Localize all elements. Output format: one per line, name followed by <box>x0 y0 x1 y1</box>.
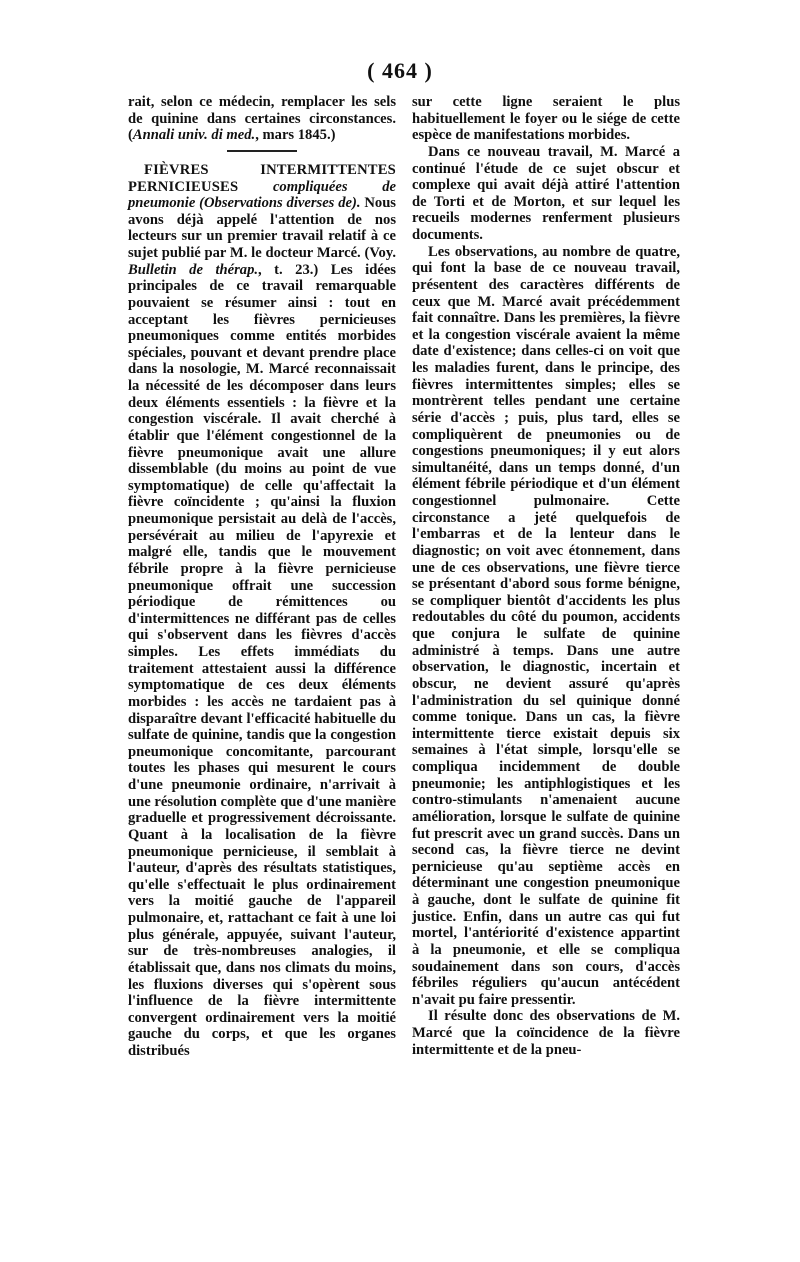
paragraph-continuation <box>128 94 396 144</box>
page-number: ( 464 ) <box>367 58 433 83</box>
left-column <box>128 94 396 1060</box>
article-heading: FIÈVRES INTERMITTENTES PERNICIEUSES <box>128 161 396 195</box>
article-subtitle: compliquées de pneumonie (Observations diverses de). <box>128 178 396 212</box>
article-paragraph <box>128 162 396 1060</box>
para-cont-text: rait, selon ce médecin, remplacer les sels de quinine dans certaines circonstances. ( <box>128 94 396 144</box>
paragraph-1: sur cette ligne seraient le plus habituellement le foyer ou le siége de cette espèce de manifestations morbides. <box>412 94 680 144</box>
section-divider <box>227 150 297 152</box>
bulletin-reference: Bulletin de thérap. <box>128 261 259 278</box>
paragraph-3: Les observations, au nombre de quatre, qui font la base de ce nouveau travail, présentent des caractères différents de ceux que M. Marcé avait précédemment fait connaître. Dans les premières, la fièvre et la congestion viscérale avaient la même date d'existence; dans celles-ci on voit que les maladies furent, dans le principe, des fièvres intermittentes simples; elles se montrèrent telles pendant une certaine série d'accès ; puis, plus tard, elles se compliquèrent de pneumonies ou de congestions pneumoniques; il y eut alors simultanéité, dans un temps donné, d'un élément fébrile périodique et d'un élément congestionnel pulmonaire. Cette circonstance a jeté quelquefois de l'embarras et de la lenteur dans le diagnostic; on voit avec étonnement, dans une de ces observations, une fièvre tierce se présentant d'abord sous forme bénigne, se compliquer bientôt d'accidents les plus redoutables du côté du poumon, accidents que conjura le sulfate de quinine administré à temps. Dans une autre observation, le diagnostic, incertain et obscur, ne devient assuré qu'après l'administration du sel quinique donné comme tonique. Dans un cas, la fièvre intermittente tierce existait depuis six semaines à l'état simple, lorsqu'elle se compliqua incidemment de double pneumonie; les antiphlogistiques et les contro-stimulants n'amenaient aucune amélioration, lorsque le sulfate de quinine fut prescrit avec un grand succès. Dans un second cas, la fièvre tierce ne devint pernicieuse qu'au septième accès en déterminant une congestion pneumonique à gauche, dont le sulfate de quinine fit justice. Enfin, dans un autre cas qui fut mortel, l'antériorité d'existence appartint à la pneumonie, et elle se compliqua soudainement dans son cours, d'accès fébriles réguliers qu'aucun antécédent n'avait pu faire pressentir. <box>412 243 680 1008</box>
right-column <box>412 94 680 1058</box>
citation-date: , mars 1845.) <box>255 127 336 144</box>
paragraph-2: Dans ce nouveau travail, M. Marcé a continué l'étude de ce sujet obscur et complexe qui avait déjà attiré l'attention de Torti et de Morton, et sur lequel les recueils modernes renferment plusieurs documents. <box>412 143 680 243</box>
article-body-part2: , t. 23.) Les idées principales de ce travail remarquable pouvaient se résumer ainsi : tout en acceptant les fièvres pernicieuses pneumoniques comme entités morbides spéciales, pouvant et devant prendre place dans la nosologie, M. Marcé reconnaissait la nécessité de les décomposer dans leurs deux éléments essentiels : la fièvre et la congestion viscérale. Il avait cherché à établir que l'élément congestionnel de la fièvre pneumonique avait une allure dissemblable (du moins au point de vue symptomatique) de celle qu'affectait la fièvre coïncidente ; qu'ainsi la fluxion pneumonique persistait au delà de l'accès, persévérait au milieu de l'apyrexie et malgré elle, tandis que le mouvement fébrile propre à la fièvre pernicieuse pneumonique offrait une succession périodique de rémittences ou d'intermittences ne différant pas de celles qui s'observent dans les fièvres d'accès simples. Les effets immédiats du traitement attestaient aussi la différence symptomatique de ces deux éléments morbides : les accès ne tardaient pas à disparaître devant l'efficacité habituelle du sulfate de quinine, tandis que la congestion pneumonique concomitante, parcourant toutes les phases qui mesurent le cours d'une pneumonie ordinaire, n'arrivait à une résolution complète que d'une manière graduelle et progressivement décroissante. Quant à la localisation de la fièvre pneumonique pernicieuse, il semblait à l'auteur, d'après des résultats statistiques, qu'elle s'effectuait le plus ordinairement vers la moitié gauche de l'appareil pulmonaire, et, rattachant ce fait à une loi plus générale, appuyée, suivant l'auteur, sur de très-nombreuses analogies, il établissait que, dans nos climats du moins, les fluxions diverses qui s'opèrent sous l'influence de la fièvre intermittente convergent ordinairement vers la moitié gauche du corps, et que les organes distribués <box>128 261 396 1059</box>
citation-journal: Annali univ. di med. <box>132 127 256 144</box>
article-body-part1: Nous avons déjà appelé l'attention de nos lecteurs sur un premier travail relatif à ce sujet publié par M. le docteur Marcé. (Voy. <box>128 195 396 261</box>
paragraph-4: Il résulte donc des observations de M. Marcé que la coïncidence de la fièvre intermittente et de la pneu- <box>412 1008 680 1058</box>
